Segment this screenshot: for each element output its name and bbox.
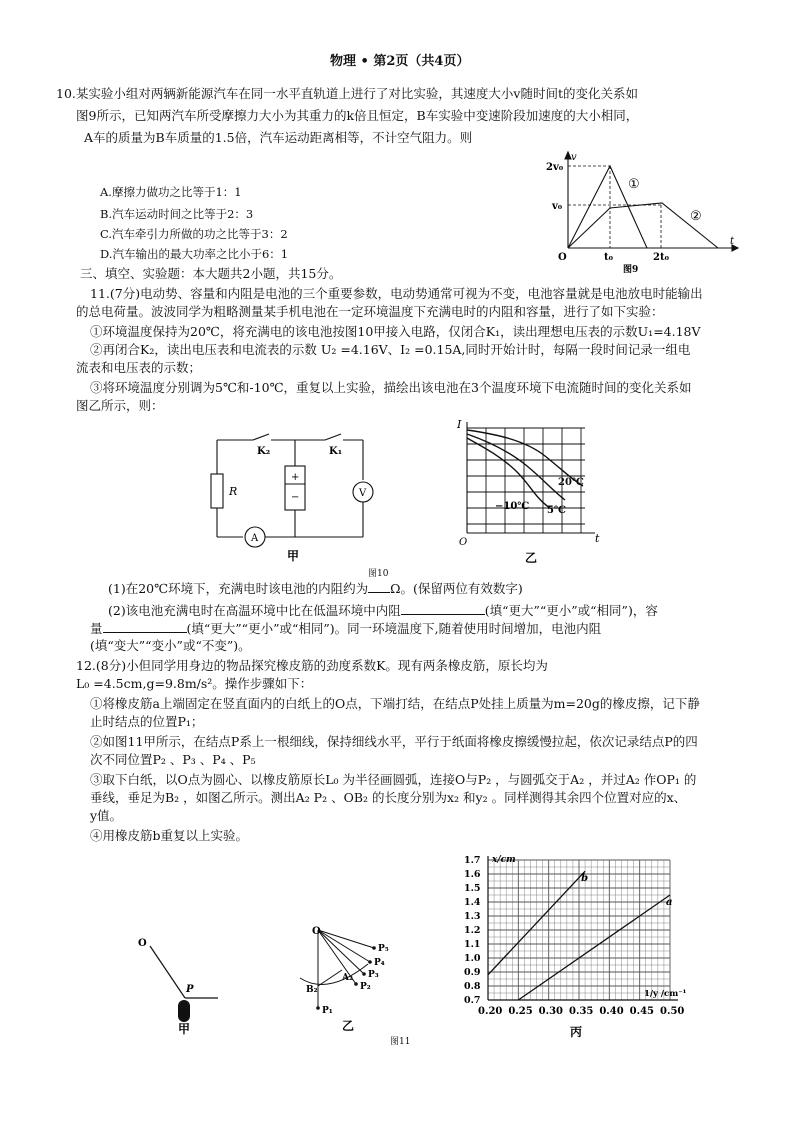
fig9-ytick-v0: v₀ [552, 201, 563, 212]
fig9-xlabel: t [730, 236, 735, 247]
fig9-xtick-2t0: 2t₀ [653, 252, 669, 263]
rubber-band [150, 946, 185, 998]
y-axis-label: x/cm [492, 855, 516, 865]
q10-option-d: D.汽车输出的最大功率之比小于6：1 [100, 247, 289, 261]
q11-step2a: ②再闭合K₂，读出电压表和电流表的示数 U₂ =4.16V、I₂ =0.15A,同时开始计时，每隔一段时间记录一组电 [90, 342, 691, 357]
figure-10-circuit [205, 432, 385, 567]
label-minus: − [291, 492, 300, 503]
q11-step3a: ③将环境温度分别调为5℃和-10℃，重复以上实验，描绘出该电池在3个温度环境下电流随时间的变化关系如 [90, 380, 692, 395]
q12-step4: ④用橡皮筋b重复以上实验。 [90, 828, 249, 843]
graph-origin: O [459, 537, 468, 548]
q12-step2b: 次不同位置P₂ 、P₃ 、P₄ 、P₅ [90, 752, 256, 767]
jia-caption: 甲 [178, 1022, 191, 1035]
x-tick-label: 0.35 [569, 1006, 594, 1017]
y-tick-label: 1.4 [464, 897, 481, 908]
figure-11-yi [298, 918, 408, 1033]
q12-step2a: ②如图11甲所示，在结点P系上一根细线，保持细线水平，平行于纸面将橡皮擦缓慢拉起，依次记录结点P的四 [90, 734, 698, 749]
y-tick-label: 1.7 [464, 855, 481, 866]
page-header: 物理 • 第2页（共4页） [330, 54, 470, 69]
yi-p3: P₃ [368, 970, 379, 980]
q12-line1: 12.(8分)小但同学用身边的物品探究橡皮筋的劲度系数K。现有两条橡皮筋，原长均为 [76, 658, 548, 673]
yi-p2: P₂ [360, 982, 371, 992]
yi-caption: 乙 [342, 1019, 355, 1033]
q10-line3: A车的质量为B车质量的1.5倍，汽车运动距离相等，不计空气阻力。则 [84, 130, 473, 145]
yi-o: O [312, 926, 321, 937]
label-voltmeter: V [359, 488, 367, 499]
q11-sub2c: (填“变大”“变小”或“不变”)。 [90, 638, 251, 653]
label-plus: + [291, 472, 300, 483]
y-tick-label: 1.2 [464, 925, 481, 936]
bing-caption: 丙 [570, 1025, 583, 1038]
q11-sub2a [108, 602, 658, 619]
yi-p4: P₄ [374, 958, 385, 968]
q11-sub1-text: (1)在20℃环境下，充满电时该电池的内阻约为 [108, 581, 369, 596]
y-tick-label: 0.9 [464, 967, 481, 978]
fig9-label-2: ② [690, 209, 702, 224]
q11-line1: 11.(7分)电动势、容量和内阻是电池的三个重要参数，电动势通常可视为不变，电池容量就是电池放电时能输出 [90, 286, 703, 301]
section3-title: 三、填空、实验题：本大题共2小题，共15分。 [80, 266, 342, 281]
q11-sub2b-tail: (填“更大”“更小”或“相同”)。同一环境温度下,随着使用时间增加，电池内阻 [186, 621, 602, 636]
q12-line2: L₀ =4.5cm,g=9.8m/s²。操作步骤如下： [76, 676, 313, 691]
x-tick-label: 0.25 [508, 1006, 533, 1017]
label-k1: K₁ [329, 446, 343, 457]
fig9-ylabel: v [571, 152, 577, 163]
fig9-xtick-t0: t₀ [604, 252, 613, 263]
fig9-origin: O [558, 252, 567, 263]
jia-p: P [186, 984, 194, 995]
q11-blank-2[interactable] [401, 602, 485, 615]
y-tick-label: 0.8 [464, 981, 481, 992]
figure-10-caption: 图10 [368, 569, 389, 579]
series-label-a: a [666, 897, 673, 908]
q11-line2: 的总电荷量。波波同学为粗略测量某手机电池在一定环境温度下充满电时的内阻和容量，进行了如下实验： [76, 304, 664, 319]
y-tick-label: 1.0 [464, 953, 481, 964]
label-k2: K₂ [257, 446, 271, 457]
q11-sub2a-text: (2)该电池充满电时在高温环境中比在低温环境中内阻 [108, 603, 401, 618]
figure-11-jia [130, 930, 240, 1035]
q12-step1a: ①将橡皮筋a上端固定在竖直面内的白纸上的O点，下端打结，在结点P处挂上质量为m=20g的橡皮擦，记下静 [90, 696, 700, 711]
yi-p1: P₁ [322, 1006, 333, 1016]
graph-label-20: 20℃ [558, 477, 584, 488]
y-tick-label: 1.5 [464, 883, 481, 894]
q10-option-b: B.汽车运动时间之比等于2：3 [100, 207, 254, 221]
figure-9 [540, 148, 750, 276]
curve-minus10 [467, 438, 550, 508]
x-tick-label: 0.20 [478, 1006, 503, 1017]
q11-sub2b-text: 量 [90, 621, 103, 636]
figure-10-graph [455, 418, 605, 568]
q11-sub1-tail: Ω。(保留两位有效数字) [390, 581, 523, 596]
label-ammeter: A [251, 533, 259, 544]
label-r: R [229, 485, 238, 498]
fig9-ytick-2v0: 2v₀ [546, 162, 564, 173]
fig9-caption: 图9 [623, 265, 639, 275]
x-tick-label: 0.30 [538, 1006, 564, 1017]
q11-sub2a-tail: (填“更大”“更小”或“相同”)，容 [484, 603, 658, 618]
resistor-r [211, 474, 223, 508]
figure-11-bing-chart [460, 852, 700, 1038]
q12-step1b: 止时结点的位置P₁； [90, 714, 204, 729]
jia-o: O [138, 938, 147, 949]
q11-step2b: 流表和电压表的示数； [76, 360, 202, 375]
q10-line2: 图9所示，已知两汽车所受摩擦力大小为其重力的k倍且恒定，B车实验中变速阶段加速度的大小相同， [76, 108, 639, 123]
q12-step3a: ③取下白纸，以O点为圆心、以橡皮筋原长L₀ 为半径画圆弧，连接O与P₂ ，与圆弧交于A₂ ，并过A₂ 作OP₁ 的 [90, 772, 697, 787]
q12-step3b: 垂线，垂足为B₂ ，如图乙所示。测出A₂ P₂ 、OB₂ 的长度分别为x₂ 和y₂ 。同样测得其余四个位置对应的x、 [90, 790, 687, 805]
q11-step1: ①环境温度保持为20℃，将充满电的该电池按图10甲接入电路，仅闭合K₁，读出理想电压表的示数U₁=4.18V [90, 324, 701, 339]
yi-b2: B₂ [306, 985, 318, 995]
q10-line1: 10.某实验小组对两辆新能源汽车在同一水平直轨道上进行了对比实验，其速度大小v随时间t的变化关系如 [56, 86, 638, 101]
q11-blank-1[interactable] [368, 580, 390, 593]
switch-k1 [325, 434, 341, 440]
q11-sub1 [108, 580, 523, 597]
graph-label-minus10: −10℃ [495, 501, 530, 512]
y-tick-label: 1.3 [464, 911, 481, 922]
graph-caption: 乙 [525, 551, 538, 565]
graph-ylabel: I [457, 418, 462, 431]
x-axis-label: 1/y /cm⁻¹ [644, 989, 687, 999]
q12-step3c: y值。 [90, 808, 123, 823]
series-label-b: b [581, 873, 589, 885]
x-tick-label: 0.45 [629, 1006, 655, 1017]
q11-sub2b [90, 620, 601, 637]
q11-blank-3[interactable] [103, 620, 187, 633]
eraser [178, 1000, 190, 1022]
y-tick-label: 1.6 [464, 869, 481, 880]
series-line-a [518, 895, 673, 1000]
y-tick-label: 1.1 [464, 939, 481, 950]
q10-option-c: C.汽车牵引力所做的功之比等于3：2 [100, 227, 288, 241]
yi-a2: A₂ [342, 973, 353, 983]
circuit-caption: 甲 [287, 549, 300, 563]
q11-step3b: 图乙所示，则： [76, 398, 164, 413]
fig9-label-1: ① [628, 177, 640, 192]
q10-option-a: A.摩擦力做功之比等于1：1 [100, 185, 242, 199]
y-tick-label: 0.7 [464, 995, 481, 1006]
switch-k2 [253, 434, 269, 440]
graph-xlabel: t [595, 532, 600, 545]
yi-p5: P₅ [378, 944, 389, 954]
x-tick-label: 0.50 [660, 1006, 685, 1017]
figure-11-caption: 图11 [390, 1037, 411, 1047]
graph-label-5: 5℃ [547, 505, 566, 516]
x-tick-label: 0.40 [599, 1006, 624, 1017]
